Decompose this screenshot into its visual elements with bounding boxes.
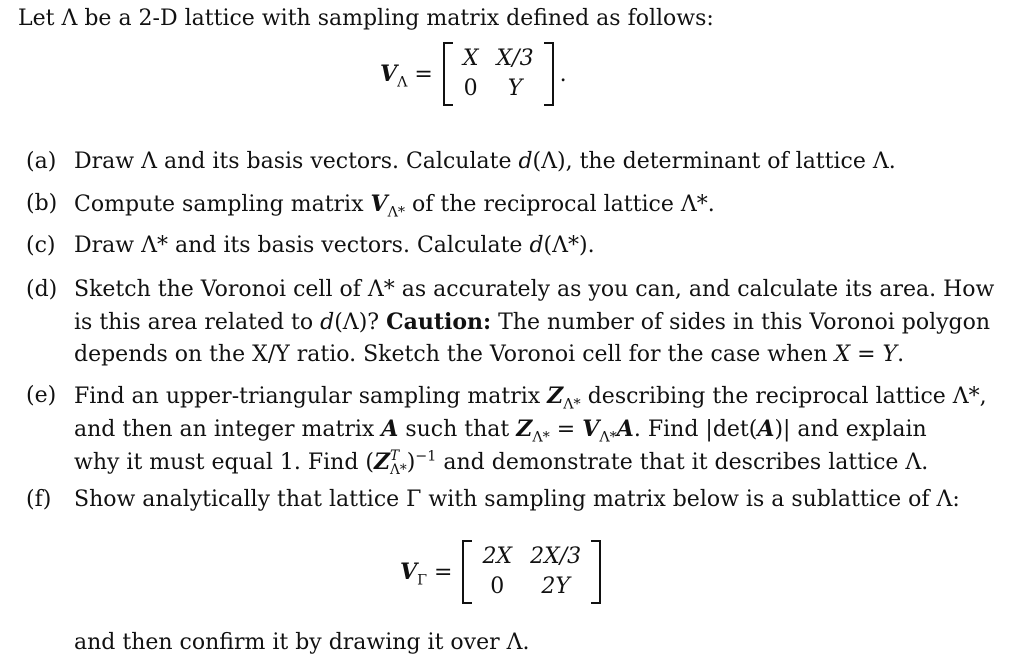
item-b-label: (b)	[26, 191, 58, 216]
intro-text-before: Let	[18, 6, 62, 31]
item-b-math: V	[370, 191, 388, 217]
item-f-label: (f)	[26, 487, 52, 512]
item-e-math: V	[582, 416, 600, 442]
item-e-text: such that	[398, 417, 517, 442]
item-b-text: of the reciprocal lattice Λ*.	[405, 192, 715, 217]
item-d-text: is this area related to	[74, 310, 321, 335]
matrix-v-lambda-lhs	[380, 61, 433, 91]
item-d-text: .	[897, 342, 905, 367]
right-bracket	[591, 540, 601, 604]
item-e-math: Z	[516, 416, 533, 442]
item-b-text: Compute sampling matrix	[74, 192, 371, 217]
matrix-cell: X/3	[496, 46, 534, 71]
matrix-v-gamma-lhs	[400, 559, 453, 589]
item-f-text: Show analytically that lattice Γ with sampling matrix below is a sublattice of Λ:	[74, 487, 960, 512]
item-d	[26, 274, 1016, 371]
item-e-text: )	[406, 450, 416, 475]
item-e-math: A	[757, 416, 775, 442]
item-d-text: =	[850, 342, 883, 367]
item-e-line-3	[74, 446, 1016, 479]
item-e-subscript: Λ*	[390, 462, 407, 478]
matrix-cell: 2X/3	[530, 544, 582, 569]
item-f-content	[74, 484, 1016, 516]
item-e-math: A	[616, 416, 634, 442]
v-symbol: V	[380, 61, 398, 87]
v-subscript: Γ	[417, 572, 427, 589]
item-b-subscript: Λ*	[387, 204, 406, 221]
item-f	[26, 484, 1016, 516]
item-e-math: A	[381, 416, 399, 442]
item-e-text: . Find |det(	[633, 417, 758, 442]
item-b-content	[74, 188, 1016, 221]
matrix-cell: Y	[507, 76, 523, 101]
item-c-text: (Λ*).	[543, 233, 595, 258]
matrix-cell: X	[462, 46, 479, 71]
item-d-line-3	[74, 339, 1016, 371]
item-e-label: (e)	[26, 383, 57, 408]
item-d-text: (Λ)?	[334, 310, 387, 335]
equals-sign: =	[434, 560, 453, 585]
matrix-v-gamma-cells	[482, 543, 581, 601]
item-e-text: and then an integer matrix	[74, 417, 382, 442]
matrix-v-lambda	[380, 42, 567, 106]
item-e-line-1	[74, 380, 1016, 413]
intro-lambda: Λ	[61, 6, 78, 31]
matrix-v-lambda-cells	[463, 45, 534, 103]
item-c-label: (c)	[26, 233, 56, 258]
matrix-cell: 2Y	[541, 574, 570, 599]
item-e-line-2	[74, 413, 1016, 446]
item-d-line-1: Sketch the Voronoi cell of Λ* as accurately as you can, and calculate its area. How	[74, 277, 995, 302]
item-e-text: why it must equal 1. Find (	[74, 450, 374, 475]
item-d-line-2	[74, 306, 1016, 339]
intro-text	[18, 4, 714, 34]
item-e-text: =	[549, 417, 583, 442]
item-e-subscript: Λ*	[599, 429, 617, 446]
item-e-superscript: T	[390, 447, 400, 464]
item-e-content	[74, 380, 1016, 479]
item-d-math: d	[320, 310, 335, 335]
item-a-math: d	[518, 149, 533, 174]
left-bracket	[443, 42, 453, 106]
item-a-label: (a)	[26, 149, 57, 174]
matrix-cell: 0	[490, 574, 505, 599]
item-a-text: Draw	[74, 149, 142, 174]
item-a-content	[74, 146, 1016, 178]
v-subscript: Λ	[397, 74, 408, 91]
item-e-text: )| and explain	[774, 417, 927, 442]
item-d-math: X	[834, 342, 851, 367]
intro-text-after: be a 2-D lattice with sampling matrix defined as follows:	[77, 6, 714, 31]
item-e	[26, 380, 1016, 479]
item-a	[26, 146, 1016, 178]
item-d-label: (d)	[26, 277, 58, 302]
right-bracket	[544, 42, 554, 106]
item-e-subscript: Λ*	[532, 429, 550, 446]
matrix-v-gamma	[400, 540, 601, 604]
caution-label: Caution:	[386, 309, 492, 335]
item-e-math: Z	[373, 449, 391, 475]
item-e-text: Find an upper-triangular sampling matrix	[74, 384, 548, 409]
item-e-text: describing the reciprocal lattice Λ*,	[580, 384, 987, 409]
item-c	[26, 230, 1016, 262]
item-d-text: The number of sides in this Voronoi polygon	[491, 310, 991, 335]
matrix-cell: 0	[463, 76, 478, 101]
item-e-superscript: −1	[415, 448, 437, 465]
item-b	[26, 188, 1016, 221]
item-e-subscript: Λ*	[563, 396, 581, 413]
item-a-math: Λ	[141, 149, 157, 174]
item-c-math: d	[529, 233, 544, 258]
item-d-content	[74, 274, 1016, 371]
item-d-math: Y	[882, 342, 898, 367]
item-a-text: (Λ), the determinant of lattice Λ.	[532, 149, 896, 174]
left-bracket	[462, 540, 472, 604]
item-f-conclusion: and then confirm it by drawing it over Λ.	[74, 630, 530, 655]
item-e-supsub	[390, 449, 407, 478]
item-c-text: Draw Λ* and its basis vectors. Calculate	[74, 233, 530, 258]
item-a-text: and its basis vectors. Calculate	[157, 149, 519, 174]
equals-sign: =	[414, 62, 433, 87]
matrix-cell: 2X	[482, 544, 513, 569]
item-e-math: Z	[547, 383, 564, 409]
item-e-text: and demonstrate that it describes lattice Λ.	[436, 450, 929, 475]
v-symbol: V	[400, 559, 418, 585]
matrix-period: .	[559, 61, 567, 87]
item-c-content	[74, 230, 1016, 262]
item-d-text: depends on the X/Y ratio. Sketch the Voronoi cell for the case when	[74, 342, 835, 367]
